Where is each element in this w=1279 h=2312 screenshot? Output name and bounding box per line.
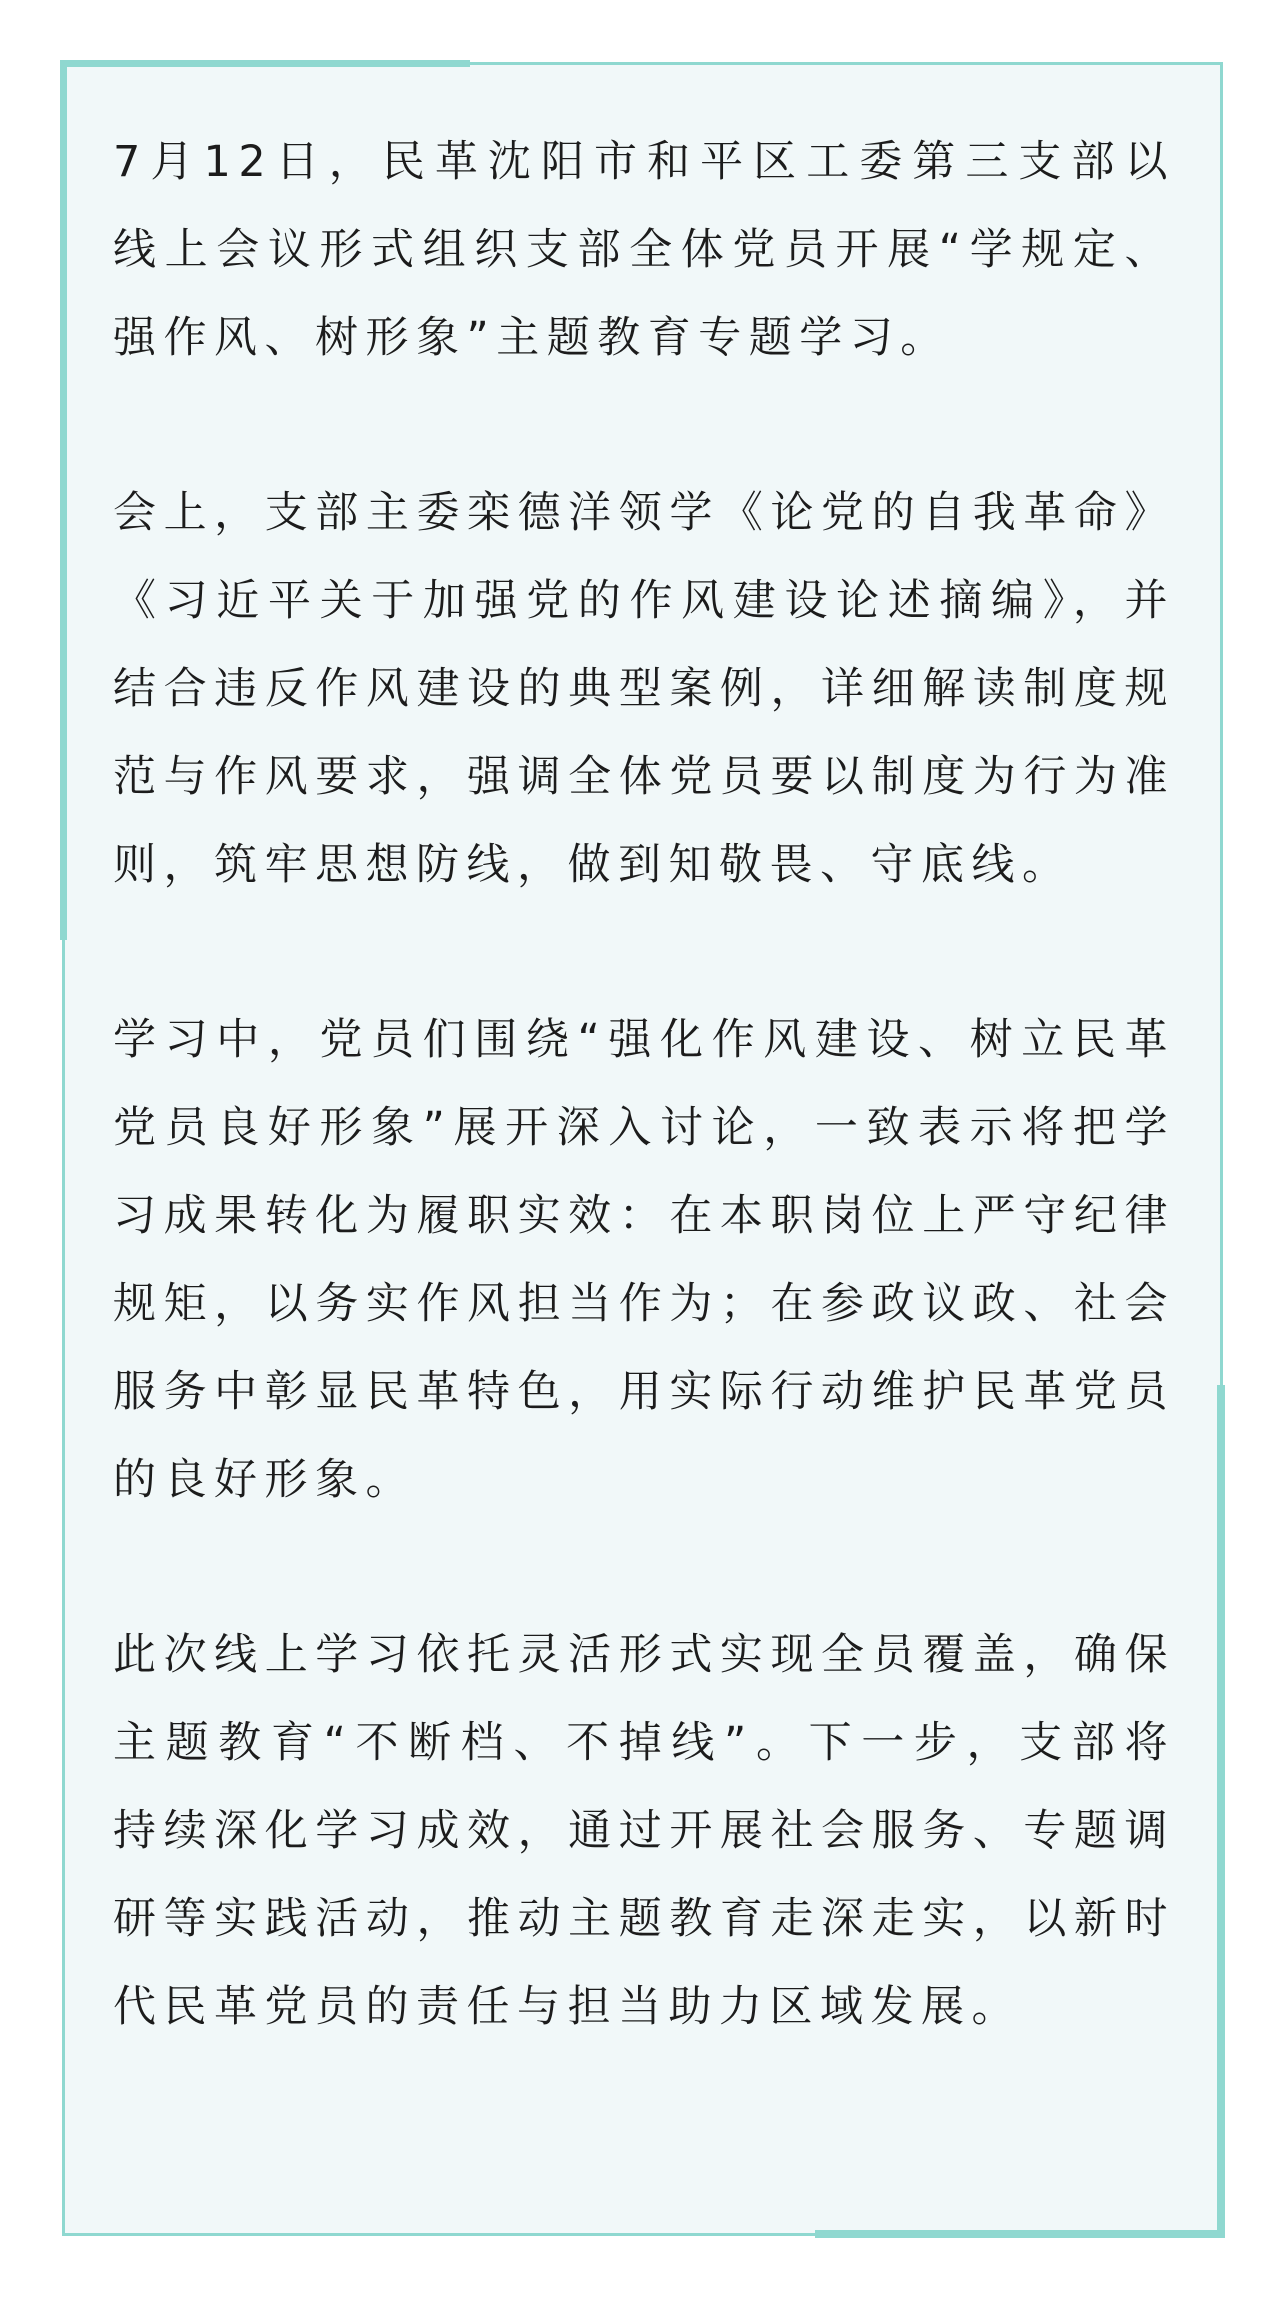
paragraph-next-steps: 此次线上学习依托灵活形式实现全员覆盖，确保主题教育“不断档、不掉线”。下一步，支部将持续深化学习成效，通过开展社会服务、专题调研等实践活动，推动主题教育走深走实，以新时代民革党员的责任与担当助力区域发展。 <box>113 1630 1175 2032</box>
paragraph-lead-study: 会上，支部主委栾德洋领学《论党的自我革命》《习近平关于加强党的作风建设论述摘编》，并结合违反作风建设的典型案例，详细解读制度规范与作风要求，强调全体党员要以制度为行为准则，筑牢思想防线，做到知敬畏、守底线。 <box>113 488 1175 890</box>
paragraph-discussion: 学习中，党员们围绕“强化作风建设、树立民革党员良好形象”展开深入讨论，一致表示将把学习成果转化为履职实效：在本职岗位上严守纪律规矩，以务实作风担当作为；在参政议政、社会服务中彰显民革特色，用实际行动维护民革党员的良好形象。 <box>113 1015 1175 1505</box>
article-body <box>113 118 1175 2051</box>
paragraph-intro: 7月12日，民革沈阳市和平区工委第三支部以线上会议形式组织支部全体党员开展“学规定、强作风、树形象”主题教育专题学习。 <box>113 137 1175 363</box>
frame-accent-right <box>1217 1385 1225 2237</box>
frame-accent-bottom <box>815 2230 1225 2238</box>
frame-accent-top <box>60 60 470 67</box>
frame-accent-left <box>60 60 67 940</box>
